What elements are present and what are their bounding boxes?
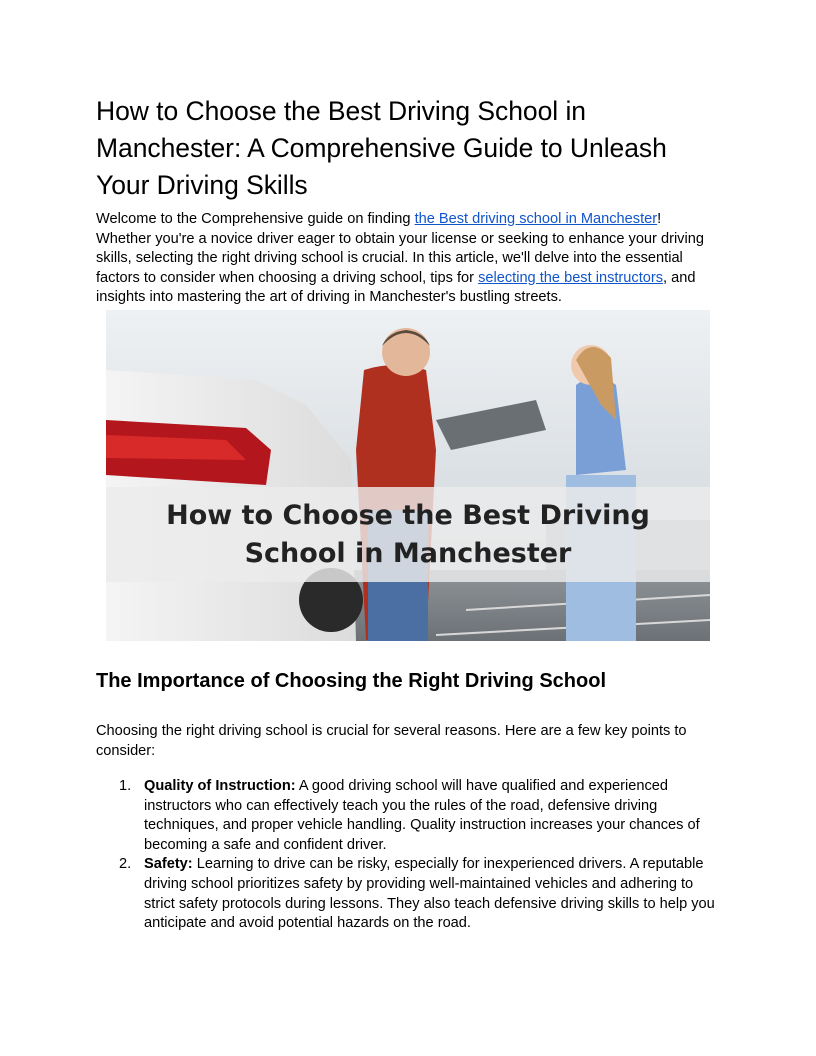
hero-caption: How to Choose the Best Driving School in Manchester: [166, 499, 650, 569]
hero-image: [106, 310, 710, 641]
section-lead: Choosing the right driving school is crucial for several reasons. Here are a few key points to consider:: [96, 723, 687, 759]
point-text: A good driving school will have qualified and experienced instructors who can effectively teach you the rules of the road, defensive driving techniques, and proper vehicle handling. Quality instruction increases your chances of becoming a safe and confident driver.: [144, 778, 700, 853]
list-number: 1.: [119, 778, 132, 794]
point-text: Learning to drive can be risky, especially for inexperienced drivers. A reputable driving school prioritizes safety by providing well-maintained vehicles and adhering to strict safety protocols during lessons. They also teach defensive driving skills to help you anticipate and avoid potential hazards on the road.: [144, 856, 715, 932]
section-heading: The Importance of Choosing the Right Driving School: [96, 670, 606, 692]
intro-text-2: ! Whether you're a novice driver eager to obtain your license or seeking to enhance your driving skills, selecting the right driving school is crucial. In this article, we'll delve into the essential factors to consider when choosing a driving school, tips for: [96, 211, 704, 286]
hero-illustration: [106, 310, 710, 641]
point-term: Safety:: [144, 856, 193, 873]
intro-text-1: Welcome to the Comprehensive guide on finding: [96, 211, 415, 227]
list-item: [96, 855, 720, 933]
best-instructors-link[interactable]: selecting the best instructors: [478, 269, 664, 286]
best-driving-school-link[interactable]: the Best driving school in Manchester: [414, 211, 658, 227]
intro-text-3: , and insights into mastering the art of driving in Manchester's bustling streets.: [96, 269, 696, 306]
list-item: [96, 777, 720, 855]
hero-caption-band: [106, 487, 710, 582]
point-term: Quality of Instruction:: [144, 778, 296, 794]
intro-paragraph: [96, 210, 720, 308]
instructor-head: [382, 328, 430, 376]
key-points-list: [96, 777, 720, 934]
list-number: 2.: [119, 856, 132, 873]
article-title: How to Choose the Best Driving School in Manchester: A Comprehensive Guide to Unleash Your Driving Skills: [96, 96, 667, 200]
article-header: [96, 93, 720, 308]
